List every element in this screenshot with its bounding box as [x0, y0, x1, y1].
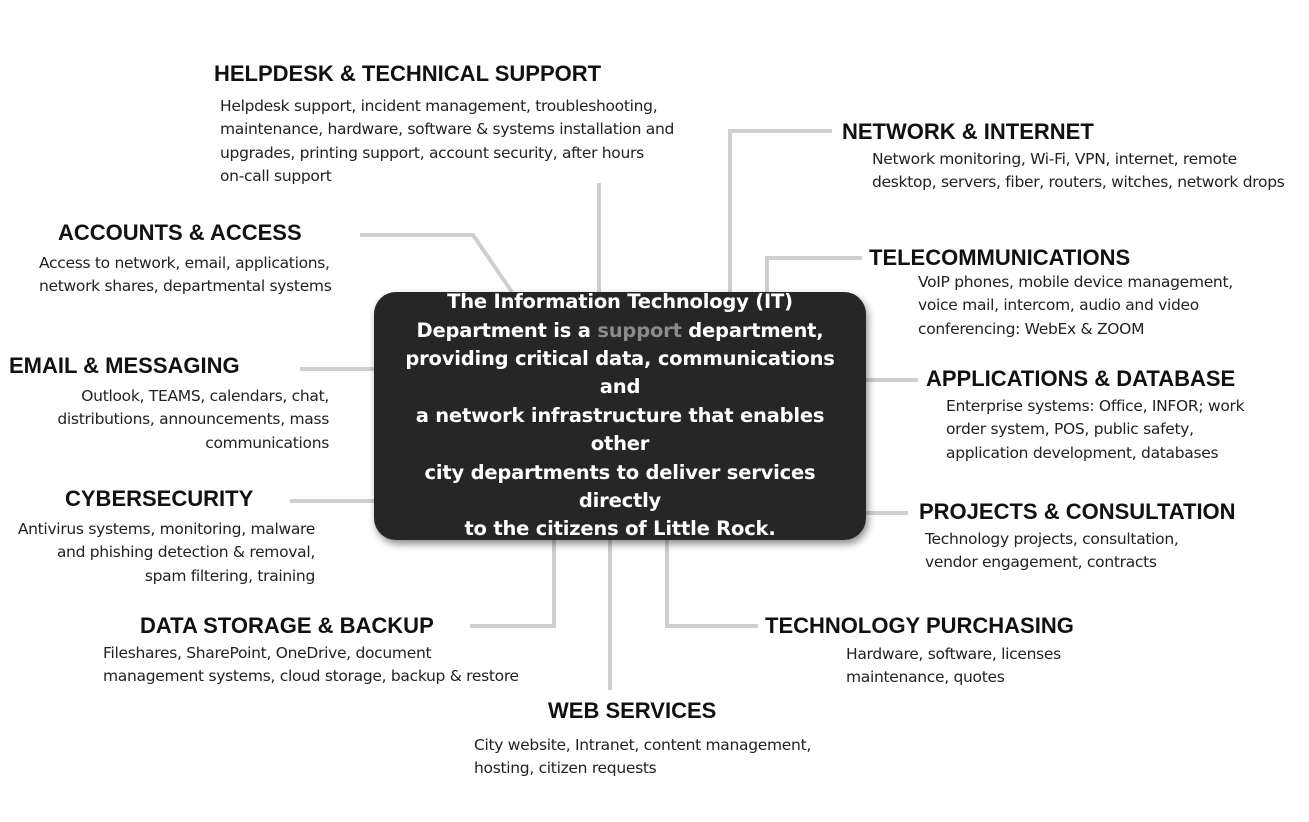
support-highlight: support [597, 318, 682, 342]
purchasing-description: Hardware, software, licenses maintenance, quotes [846, 645, 1061, 687]
center-line: Department is a support department, [416, 318, 824, 342]
email-title: EMAIL & MESSAGING [9, 353, 240, 378]
web-title: WEB SERVICES [548, 698, 717, 723]
connector-telecom [767, 258, 862, 292]
accounts-description: Access to network, email, applications, network shares, departmental systems [39, 254, 332, 296]
center-line: a network infrastructure that enables other [415, 403, 825, 456]
projects-title: PROJECTS & CONSULTATION [919, 499, 1236, 524]
connector-datastorage [470, 540, 554, 626]
center-line: providing critical data, communications and [405, 346, 835, 399]
connector-network [730, 131, 832, 292]
connector-purchasing [667, 540, 758, 626]
projects-description: Technology projects, consultation, vendor engagement, contracts [925, 530, 1179, 572]
web-description: City website, Intranet, content management, hosting, citizen requests [474, 736, 811, 778]
applications-description: Enterprise systems: Office, INFOR; work order system, POS, public safety, application development, databases [946, 397, 1245, 462]
network-title: NETWORK & INTERNET [842, 119, 1094, 144]
purchasing-title: TECHNOLOGY PURCHASING [765, 613, 1074, 638]
center-line: The Information Technology (IT) [447, 290, 793, 314]
center-line: city departments to deliver services directly [424, 460, 816, 513]
center-statement [384, 288, 856, 544]
helpdesk-title: HELPDESK & TECHNICAL SUPPORT [214, 61, 602, 86]
connector-accounts [360, 235, 512, 292]
applications-title: APPLICATIONS & DATABASE [926, 366, 1236, 391]
telecom-title: TELECOMMUNICATIONS [869, 245, 1131, 270]
helpdesk-description: Helpdesk support, incident management, troubleshooting, maintenance, hardware, software & systems installation and upgrades, printing support, account security, after hours on-call support [220, 97, 675, 185]
network-description: Network monitoring, Wi-Fi, VPN, internet, remote desktop, servers, fiber, routers, witches, network drops [872, 150, 1285, 192]
telecom-description: VoIP phones, mobile device management, voice mail, intercom, audio and video conferencing: WebEx & ZOOM [918, 273, 1233, 338]
cybersecurity-title: CYBERSECURITY [65, 486, 254, 511]
email-description: Outlook, TEAMS, calendars, chat, distributions, announcements, mass communications [57, 387, 329, 452]
datastorage-title: DATA STORAGE & BACKUP [140, 613, 434, 638]
cybersecurity-description: Antivirus systems, monitoring, malware and phishing detection & removal, spam filtering, training [17, 520, 315, 585]
datastorage-description: Fileshares, SharePoint, OneDrive, document management systems, cloud storage, backup & restore [103, 644, 519, 686]
center-statement-box [374, 292, 866, 540]
accounts-title: ACCOUNTS & ACCESS [58, 220, 302, 245]
center-line: to the citizens of Little Rock. [464, 517, 776, 541]
